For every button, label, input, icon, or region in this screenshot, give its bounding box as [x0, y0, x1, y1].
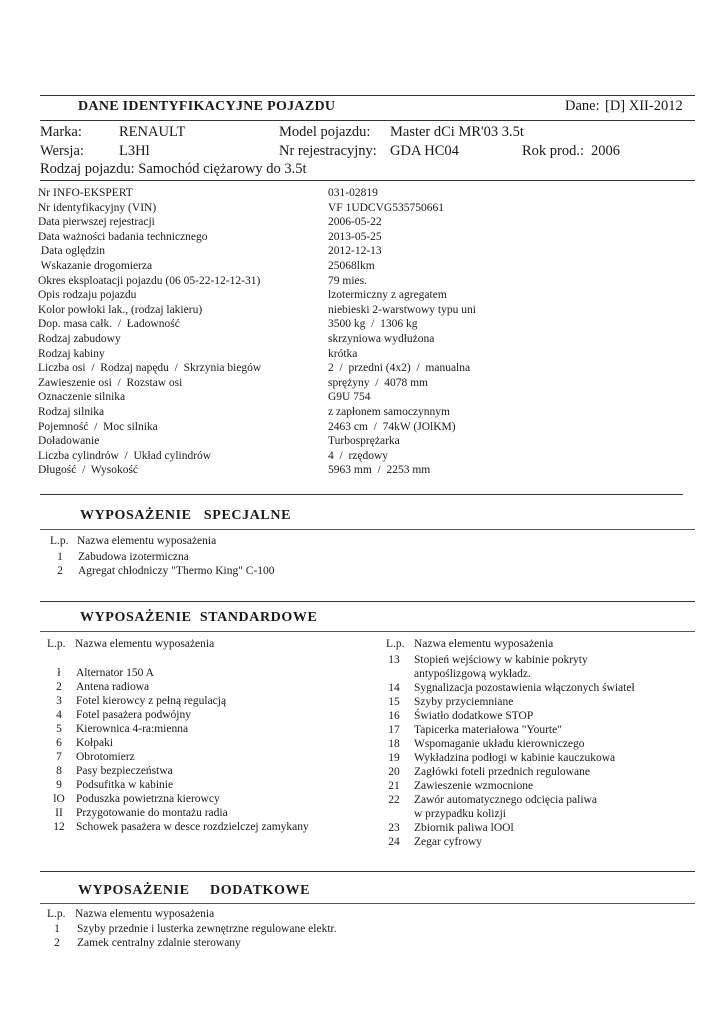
details-values: [328, 186, 476, 478]
additional-top-rule: [40, 871, 695, 872]
list-item: [384, 765, 635, 779]
standard-list-left: [49, 666, 309, 834]
detail-label: Rodzaj silnika: [38, 405, 105, 418]
item-name: Agregat chłodniczy "Thermo King" C-100: [78, 565, 275, 578]
item-num: 19: [388, 752, 400, 764]
standard-header-left: [47, 637, 214, 652]
list-item: [49, 764, 309, 778]
item-name: Zagłówki foteli przednich regulowane: [414, 766, 590, 778]
model-label: Model pojazdu:: [279, 124, 371, 140]
item-num: 17: [388, 724, 400, 736]
rok-value: 2006: [591, 143, 620, 159]
item-name: Kierownica 4-ra:mienna: [76, 723, 189, 735]
item-num: 16: [388, 710, 400, 722]
item-name: Szyby przyciemniane: [414, 696, 514, 708]
detail-value: sprężyny / 4078 mm: [328, 376, 428, 389]
col-lp: L.p.: [50, 535, 69, 547]
detail-label: Doładowanie: [38, 435, 100, 448]
rodzaj-pojazdu: Rodzaj pojazdu: Samochód ciężarowy do 3.5t: [40, 161, 307, 177]
standard-header-right: [386, 637, 553, 652]
list-item: [49, 666, 309, 680]
item-name: Zegar cyfrowy: [414, 836, 483, 848]
detail-label: Data ważności badania technicznego: [38, 230, 208, 243]
additional-title-b: DODATKOWE: [210, 883, 311, 898]
detail-label: Długość / Wysokość: [38, 464, 139, 477]
item-name: Pasy bezpieczeństwa: [76, 765, 173, 777]
list-item: [49, 820, 309, 834]
wersja-value: L3Hl: [119, 143, 150, 159]
special-title: WYPOSAŻENIE SPECJALNE: [80, 508, 292, 523]
detail-label: Wskazanie drogomierza: [38, 259, 153, 272]
additional-title-a: WYPOSAŻENIE: [78, 883, 190, 898]
standard-top-rule: [40, 601, 695, 602]
detail-label: Opis rodzaju pojazdu: [38, 289, 137, 302]
item-name: Podsufitka w kabinie: [76, 779, 174, 791]
detail-label: Liczba osi / Rodzaj napędu / Skrzynia biegów: [38, 362, 262, 375]
list-item: [49, 708, 309, 722]
item-name: Fotel pasażera podwójny: [76, 709, 191, 721]
item-num: 2: [54, 937, 60, 950]
item-name: Zamek centralny zdalnie sterowany: [77, 937, 241, 950]
col-name: Nazwa elementu wyposażenia: [77, 535, 217, 547]
item-name: Schowek pasażera w desce rozdzielczej zamykany: [76, 821, 309, 833]
list-item: [49, 778, 309, 792]
model-value: Master dCi MR'03 3.5t: [390, 124, 524, 140]
item-num: 13: [388, 654, 400, 666]
item-num: ł: [57, 667, 61, 679]
item-name: Poduszka powietrzna kierowcy: [76, 793, 220, 805]
detail-value: 4 / rzędowy: [328, 449, 389, 462]
detail-label: Rodzaj zabudowy: [38, 332, 121, 345]
item-num: 4: [56, 709, 62, 721]
item-num: II: [55, 807, 63, 819]
item-name: Tapicerka materiałowa "Yourte": [414, 724, 562, 736]
col-name: Nazwa elementu wyposażenia: [75, 638, 215, 650]
detail-value: 5963 mm / 2253 mm: [328, 464, 431, 477]
item-name: Światło dodatkowe STOP: [414, 710, 534, 722]
list-item: [49, 806, 309, 820]
header-rule: [40, 120, 695, 121]
list-item: [384, 653, 635, 667]
list-item-continuation: [384, 667, 635, 681]
special-rule: [40, 529, 695, 530]
item-name: Fotel kierowcy z pełną regulacją: [76, 695, 227, 707]
list-item: [384, 821, 635, 835]
item-name: Przygotowanie do montażu radia: [76, 807, 228, 819]
special-top-rule: [40, 494, 683, 495]
header-bottom-rule: [40, 180, 695, 181]
standard-list-right: [384, 653, 635, 849]
list-header: [47, 907, 337, 922]
details-labels: [38, 186, 261, 478]
detail-label: Pojemność / Moc silnika: [38, 420, 158, 433]
item-num: 2: [56, 681, 62, 693]
col-name: Nazwa elementu wyposażenia: [414, 638, 554, 650]
item-name: Stopień wejściowy w kabinie pokryty: [414, 654, 588, 666]
detail-value: lzotermiczny z agregatem: [328, 289, 447, 302]
list-item: [47, 936, 337, 951]
item-name: Kołpaki: [76, 737, 114, 749]
nrrej-label: Nr rejestracyjny:: [279, 143, 377, 159]
item-num: 21: [388, 780, 400, 792]
list-item: [384, 793, 635, 807]
item-num: 14: [388, 682, 400, 694]
detail-value: 2013-05-25: [328, 230, 382, 243]
item-name: w przypadku kolizji: [414, 808, 506, 820]
detail-label: Dop. masa całk. / Ładowność: [38, 318, 180, 331]
additional-list: [47, 907, 337, 951]
marka-value: RENAULT: [119, 124, 186, 140]
detail-label: Kolor powłoki lak., (rodzaj lakieru): [38, 303, 203, 316]
item-num: 15: [388, 696, 400, 708]
list-item-continuation: [384, 807, 635, 821]
item-name: Zawieszenie wzmocnione: [414, 780, 534, 792]
date-label: Dane:: [565, 98, 600, 114]
detail-label: Oznaczenie silnika: [38, 391, 126, 404]
col-lp: L.p.: [386, 638, 405, 650]
item-num: 7: [56, 751, 62, 763]
detail-label: Zawieszenie osi / Rozstaw osi: [38, 376, 183, 389]
list-header: [50, 534, 275, 549]
top-rule: [40, 95, 695, 96]
item-name: Wykładzina podłogi w kabinie kauczukowa: [414, 752, 616, 764]
item-name: Antena radiowa: [76, 681, 150, 693]
item-name: Wspomaganie układu kierowniczego: [414, 738, 585, 750]
detail-label: Data oględzin: [38, 245, 106, 258]
detail-value: 3500 kg / 1306 kg: [328, 318, 418, 331]
list-item: [384, 695, 635, 709]
item-num: 12: [53, 821, 65, 833]
detail-value: krótka: [328, 347, 358, 360]
date-value: [D] XII-2012: [605, 98, 683, 114]
detail-label: Rodzaj kabiny: [38, 347, 105, 360]
detail-value: 2 / przedni (4x2) / manualna: [328, 362, 471, 375]
standard-title: WYPOSAŻENIE STANDARDOWE: [80, 610, 318, 625]
detail-value: G9U 754: [328, 391, 371, 404]
list-item: [49, 722, 309, 736]
detail-value: Turbosprężarka: [328, 435, 400, 448]
item-name: Alternator 150 A: [76, 667, 154, 679]
item-num: 5: [56, 723, 62, 735]
item-num: 2: [57, 565, 63, 578]
list-item: [384, 737, 635, 751]
item-num: 1: [57, 550, 63, 563]
rok-label: Rok prod.:: [522, 143, 585, 159]
wersja-label: Wersja:: [40, 143, 84, 159]
item-name: Zbiornik paliwa lOOl: [414, 822, 514, 834]
list-item: [49, 694, 309, 708]
list-item: [50, 564, 275, 579]
page-title: DANE IDENTYFIKACYJNE POJAZDU: [78, 99, 336, 114]
special-list: [50, 534, 275, 579]
item-num: 8: [56, 765, 62, 777]
item-name: Szyby przednie i lusterka zewnętrzne regulowane elektr.: [77, 922, 337, 935]
list-item: [49, 680, 309, 694]
detail-label: Data pierwszej rejestracji: [38, 216, 155, 229]
list-item: [384, 681, 635, 695]
standard-rule: [40, 631, 695, 632]
nrrej-value: GDA HC04: [390, 143, 459, 159]
list-item: [384, 751, 635, 765]
item-name: Zawór automatycznego odcięcia paliwa: [414, 794, 597, 806]
additional-rule: [40, 903, 695, 904]
list-item: [49, 792, 309, 806]
item-name: Obrotomierz: [76, 751, 135, 763]
item-num: 6: [56, 737, 62, 749]
list-item: [49, 750, 309, 764]
list-item: [384, 779, 635, 793]
detail-value: skrzyniowa wydłużona: [328, 332, 435, 345]
item-name: Sygnalizacja pozostawienia włączonych świateł: [414, 682, 635, 694]
detail-label: Nr identyfikacyjny (VIN): [38, 201, 157, 214]
detail-value: 2006-05-22: [328, 216, 382, 229]
item-num: 9: [56, 779, 62, 791]
item-num: 3: [56, 695, 62, 707]
list-item: [384, 835, 635, 849]
detail-value: 79 mies.: [328, 274, 367, 287]
detail-value: 25068lkm: [328, 259, 375, 272]
item-num: 18: [388, 738, 400, 750]
col-lp: L.p.: [47, 908, 66, 920]
detail-value: z zapłonem samoczynnym: [328, 405, 450, 418]
item-num: 20: [388, 766, 400, 778]
detail-label: Okres eksploatacji pojazdu (06 05-22-12-12-31): [38, 274, 261, 287]
list-item: [50, 550, 275, 565]
list-item: [47, 922, 337, 937]
list-item: [49, 736, 309, 750]
detail-label: Liczba cylindrów / Układ cylindrów: [38, 449, 212, 462]
list-item: [384, 709, 635, 723]
item-num: 22: [388, 794, 400, 806]
detail-value: 2012-12-13: [328, 245, 382, 258]
item-num: 24: [388, 836, 400, 848]
detail-value: 031-02819: [328, 187, 378, 199]
detail-label: Nr INFO-EKSPERT: [38, 187, 133, 199]
list-item: [384, 723, 635, 737]
col-lp: L.p.: [47, 638, 66, 650]
detail-value: 2463 cm / 74kW (JOlKM): [328, 420, 456, 433]
item-name: antypoślizgową wykładz.: [414, 668, 531, 680]
detail-value: VF 1UDCVG535750661: [328, 201, 444, 214]
item-name: Zabudowa izotermiczna: [78, 550, 189, 563]
marka-label: Marka:: [40, 124, 82, 140]
detail-value: niebieski 2-warstwowy typu uni: [328, 303, 476, 316]
item-num: lO: [53, 793, 65, 805]
item-num: 1: [54, 922, 60, 935]
item-num: 23: [388, 822, 400, 834]
col-name: Nazwa elementu wyposażenia: [75, 908, 215, 920]
